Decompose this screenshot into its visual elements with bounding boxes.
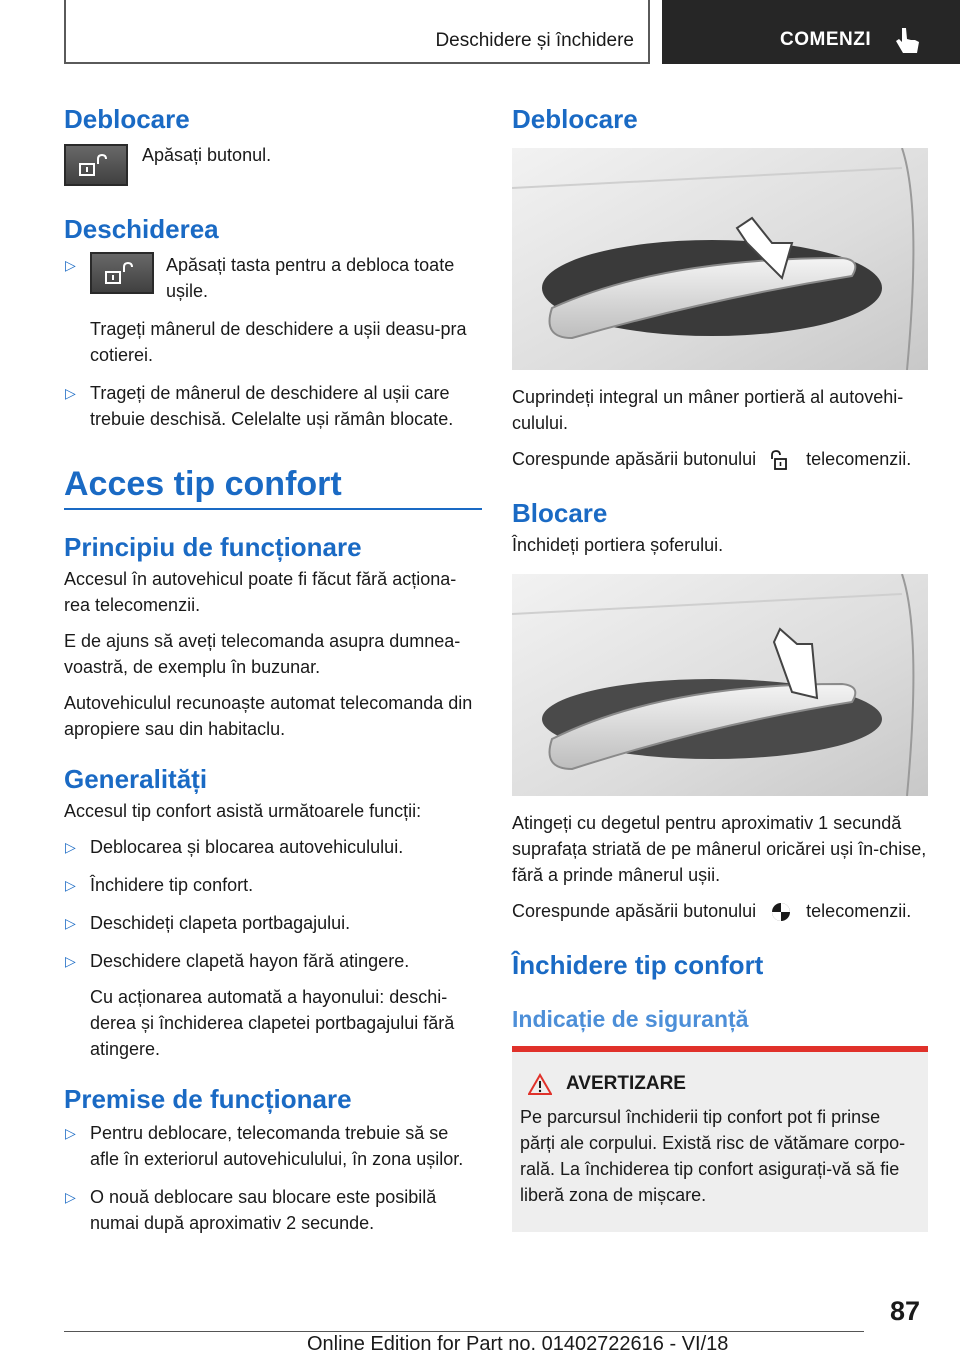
unlock-icon [76,152,116,178]
list-item: Trageți mânerul de deschidere a ușii deasu-pra cotierei. [90,319,467,365]
remote-unlock-icon [770,449,792,471]
heading-generalitati: Generalități [64,764,208,794]
unlock-button-image [64,144,128,186]
corr-pre: Corespunde apăsării butonului [512,901,757,921]
heading-principiu: Principiu de funcționare [64,532,362,562]
heading-premise: Premise de funcționare [64,1084,352,1114]
bullet-triangle-icon: ▷ [65,1189,76,1205]
unlock-key-image [90,252,154,294]
page-number: 87 [890,1296,921,1326]
left-column [64,100,482,1236]
bullet-triangle-icon: ▷ [65,1125,76,1141]
unlock-icon [102,260,142,286]
list-item: Pentru deblocare, telecomanda trebuie să se afle în exteriorul autovehiculului, în zona ușilor. [90,1123,464,1169]
paragraph [512,898,928,924]
paragraph: Autovehiculul recunoaște automat telecomanda din apropiere sau din habitaclu. [64,693,473,739]
paragraph: Accesul în autovehicul poate fi făcut fără acționa-rea telecomenzii. [64,569,457,615]
bullet-triangle-icon: ▷ [65,877,76,893]
deblocare-text: Apăsați butonul. [142,145,272,165]
pointing-hand-icon [895,26,921,56]
corr-pre: Corespunde apăsării butonului [512,449,757,469]
corr-post: telecomenzii. [806,449,912,469]
warning-triangle-icon [528,1073,552,1095]
heading-deblocare-left: Deblocare [64,104,190,134]
warning-text: Pe parcursul închiderii tip confort pot fi prinse părți ale corpului. Există risc de vătămare corpo-rală. La închiderea tip confort asigurați-vă să fie liberă zona de mișcare. [520,1107,906,1205]
list-item: Deblocarea și blocarea autovehiculului. [90,837,404,857]
list-item: Apăsați tasta pentru a debloca toate ușile. [166,255,455,301]
warning-header [528,1072,920,1096]
bullet-triangle-icon: ▷ [65,385,76,401]
list-note: Cu acționarea automată a hayonului: deschi-derea și închiderea clapetei portbagajului fără atingere. [90,987,455,1059]
door-handle-touch-photo [512,574,928,796]
bullet-triangle-icon: ▷ [65,953,76,969]
heading-inchidere-tip-confort: Închidere tip confort [512,950,764,980]
paragraph: E de ajuns să aveți telecomanda asupra dumnea-voastră, de exemplu în buzunar. [64,631,461,677]
warning-label: AVERTIZARE [566,1073,686,1094]
warning-box [512,1046,928,1232]
chapter-tab-label: COMENZI [780,29,872,50]
list-item: O nouă deblocare sau blocare este posibilă numai după aproximativ 2 secunde. [90,1187,437,1233]
heading-indicatie: Indicație de siguranță [512,1006,749,1032]
heading-acces-tip-confort: Acces tip confort [64,465,342,503]
paragraph: Închideți portiera șoferului. [512,535,724,555]
paragraph: Atingeți cu degetul pentru aproximativ 1 secundă suprafața striată de pe mânerul oricărei uși în-chise, fără a prinde mânerul ușii. [512,813,927,885]
heading-rule [64,508,482,510]
door-handle-grip-photo [512,148,928,370]
bullet-triangle-icon: ▷ [65,257,76,273]
paragraph [512,446,928,472]
footer-rule [64,1331,864,1332]
bullet-triangle-icon: ▷ [65,839,76,855]
footer-edition: Online Edition for Part no. 01402722616 - VI/18 [307,1333,729,1355]
section-title: Deschidere și închidere [435,30,634,51]
bullet-triangle-icon: ▷ [65,915,76,931]
header-frame [64,0,650,64]
list-item: Deschideți clapeta portbagajului. [90,913,351,933]
paragraph: Cuprindeți integral un mâner portieră al autovehi-culului. [512,387,904,433]
remote-lock-icon [770,901,792,923]
right-column [512,100,928,1232]
heading-blocare: Blocare [512,498,608,528]
list-item: Închidere tip confort. [90,875,254,895]
list-item: Deschidere clapetă hayon fără atingere. [90,951,410,971]
list-item: Trageți de mânerul de deschidere al ușii care trebuie deschisă. Celelalte uși rămân blocate. [90,383,454,429]
corr-post: telecomenzii. [806,901,912,921]
paragraph: Accesul tip confort asistă următoarele funcții: [64,801,422,821]
heading-deblocare-right: Deblocare [512,104,638,134]
heading-deschiderea: Deschiderea [64,214,219,244]
